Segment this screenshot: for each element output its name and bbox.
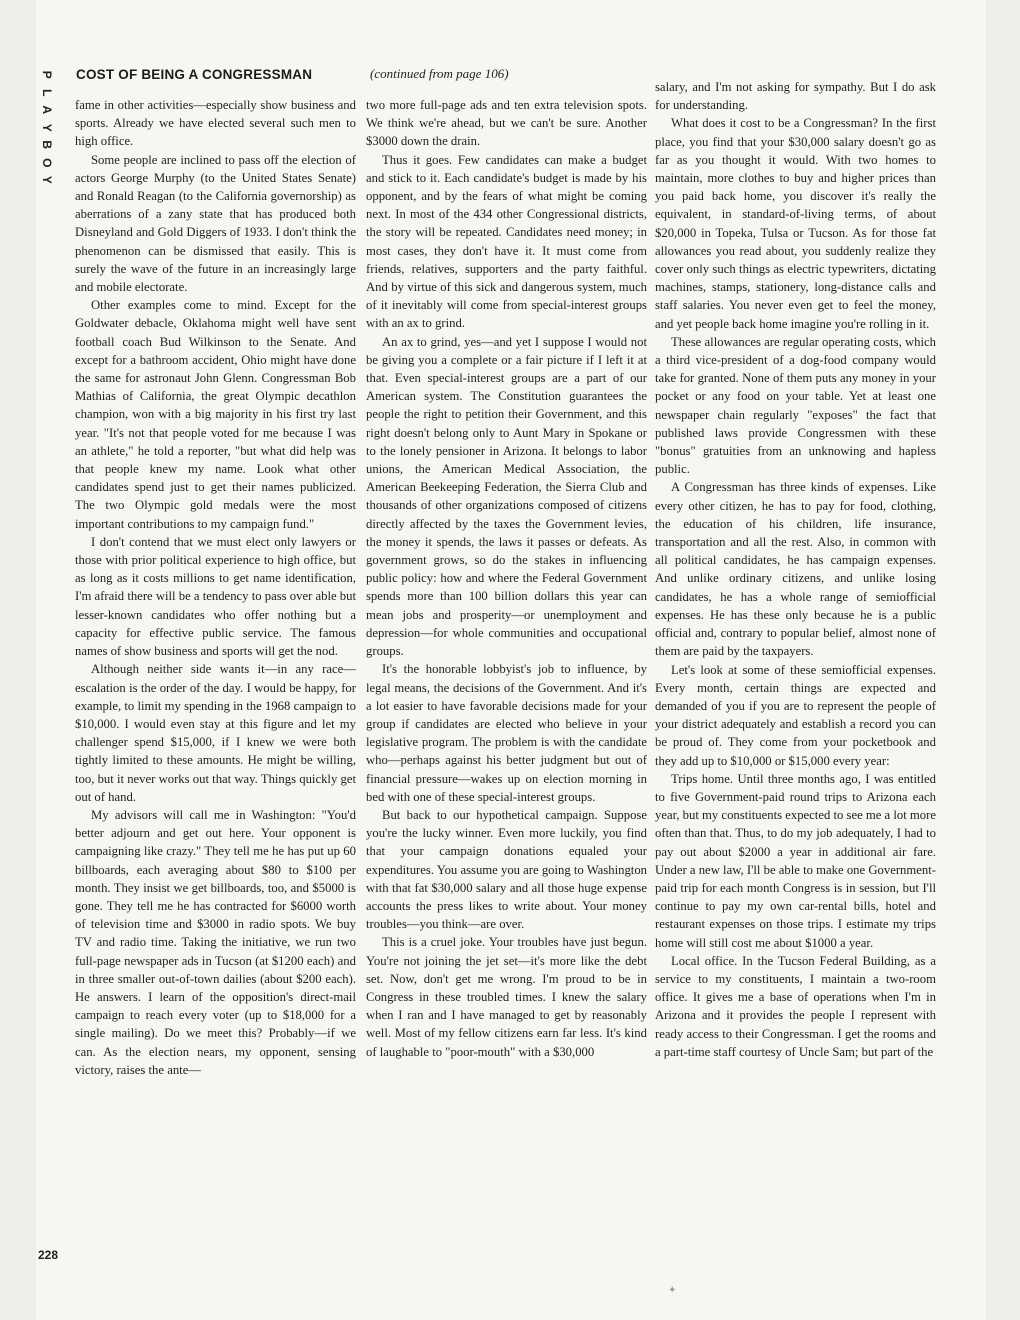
paragraph: These allowances are regular operating costs, which a third vice-president of a dog-food company would take for granted. None of them puts any money in your pocket or any food on your table. Yet at least one newspaper chain regularly "exposes" the fact that published laws provide Congressmen with these "bonus" gratuities from an unknowing and hapless public.: [655, 334, 936, 477]
paragraph: Thus it goes. Few candidates can make a budget and stick to it. Each candidate's budget is made by his opponent, and by the fears of what might be coming next. In most of the 434 other Congressional districts, the story will be repeated. Candidates need money; in most cases, they don't have it. It must come from friends, relatives, supporters and the party faithful. And by virtue of this sick and dangerous system, much of it inevitably will come from special-interest groups with an ax to grind.: [366, 152, 647, 331]
paragraph: This is a cruel joke. Your troubles have just begun. You're not joining the jet set—it's more like the debt set. Now, don't get me wrong. I'm proud to be in Congress in these troubled times. I knew the salary when I ran and I have managed to get by reasonably well. Most of my fellow citizens earn far less. It's kind of laughable to "poor-mouth" with a $30,000: [366, 935, 647, 1059]
sidebar-letter: L: [39, 88, 54, 96]
paragraph: fame in other activities—especially show business and sports. Already we have elected several such men to high office.: [75, 98, 356, 149]
text-column-1: [75, 96, 356, 1079]
article-title: COST OF BEING A CONGRESSMAN: [76, 67, 313, 82]
paragraph: Trips home. Until three months ago, I was entitled to five Government-paid round trips to Arizona each year, but my constituents expected to see me a lot more often than that. Thus, to do my job adequately, I had to pay out about $2000 a year in additional air fare. Under a new law, I'll be able to make one Government-paid trip for each month Congress is in session, but I'll continue to pay my own car-rental bills, hotel and restaurant expenses on those trips. I estimate my trips home will still cost me about $1000 a year.: [655, 771, 936, 950]
text-column-2: [366, 96, 647, 1061]
paragraph: Some people are inclined to pass off the election of actors George Murphy (to the United States Senate) and Ronald Reagan (to the California governorship) as aberrations of a zany state that has produced both Disneyland and Gold Diggers of 1933. I don't think the phenomenon can be dismissed that easily. This is surely the wave of the future in an increasingly large and mobile electorate.: [75, 152, 356, 295]
article-header: [76, 66, 636, 84]
paragraph: A Congressman has three kinds of expenses. Like every other citizen, he has to pay for food, clothing, the education of his children, life insurance, transportation and all the rest. Also, in common with all political candidates, he has campaign expenses. And unlike ordinary citizens, and unlike losing candidates, he has a whole range of semiofficial expenses. He has these only because he is a public official and, contrary to popular belief, almost none of them are paid by the taxpayers.: [655, 480, 936, 659]
paragraph: My advisors will call me in Washington: "You'd better adjourn and get out here. Your opponent is campaigning like crazy." They tell me he has put up 60 billboards, each averaging about $80 to $100 per month. They insist we get billboards, too, and $5000 is gone. They tell me he has contracted for $6000 worth of television time and $3000 in radio spots. We buy TV and radio time. Taking the initiative, we run two full-page newspaper ads in Tucson (at $1200 each) and in three smaller out-of-town dailies (about $200 each). He answers. I learn of the opposition's direct-mail campaign to reach every voter (up to $18,000 for a single mailing). Do we meet this? Probably—if we can. As the election nears, my opponent, sensing victory, raises the ante—: [75, 807, 356, 1077]
continued-note: (continued from page 106): [370, 66, 509, 81]
paragraph: two more full-page ads and ten extra television spots. We think we're ahead, but we can't be sure. Another $3000 down the drain.: [366, 98, 647, 149]
sidebar-letter: P: [39, 70, 54, 79]
sidebar-letter: A: [39, 105, 54, 115]
paragraph: Although neither side wants it—in any race—escalation is the order of the day. I would be happy, for example, to limit my spending in the 1968 campaign to $10,000. I would even stay at this figure and let my challenger spend $15,000, if I knew we were both tightly limited to these amounts. He might be willing, too, but it never works out that way. Things quickly get out of hand.: [75, 662, 356, 804]
paragraph: I don't contend that we must elect only lawyers or those with prior political experience to high office, but as long as it costs millions to get name identification, I'm afraid there will be a tendency to pass over able but lesser-known candidates who offer nothing but a capacity for effective public service. The famous names of show business and sports will get the nod.: [75, 534, 356, 659]
sidebar-letter: Y: [39, 175, 54, 184]
sidebar-letter: B: [39, 140, 54, 150]
page-number: 228: [38, 1248, 59, 1262]
text-column-3: [655, 78, 936, 1061]
paragraph: It's the honorable lobbyist's job to influence, by legal means, the decisions of the Government. And it's a lot easier to have favorable decisions made for your group if candidates are elected who believe in your legislative program. The problem is with the candidate who—perhaps against his better judgment but out of financial pressure—wakes up on election morning in bed with one of these special-interest groups.: [366, 662, 647, 804]
paragraph: But back to our hypothetical campaign. Suppose you're the lucky winner. Even more luckily, you find that your campaign donations equaled your expenditures. You assume you are going to Washington with that fat $30,000 salary and all those huge expense accounts the press likes to write about. Your money troubles—you think—are over.: [366, 807, 648, 932]
paragraph: salary, and I'm not asking for sympathy. But I do ask for understanding.: [655, 80, 936, 113]
paragraph: What does it cost to be a Congressman? In the first place, you find that your $30,000 salary doesn't go as far as you thought it would. With two homes to maintain, more clothes to buy and higher prices than you paid back home, you discover it's really the equivalent, in standard-of-living terms, of about $20,000 in Topeka, Tulsa or Tucson. As for those fat allowances you read about, you suddenly realize they cover only such things as electric typewriters, dictating machines, stamps, stationery, long-distance calls and staff salaries. You never even get to feel the money, and yet people back home imagine you're rolling in it.: [655, 116, 936, 331]
paragraph: Local office. In the Tucson Federal Building, as a service to my constituents, I maintain a two-room office. It gives me a base of operations when I'm in Arizona and it provides the people I represent with ready access to their Congressman. I get the rooms and a part-time staff courtesy of Uncle Sam; but part of the: [655, 953, 936, 1059]
sidebar-letter: O: [39, 157, 54, 167]
sidebar-letter: Y: [39, 123, 54, 132]
magazine-name-vertical: [37, 66, 53, 189]
paragraph: An ax to grind, yes—and yet I suppose I would not be giving you a complete or a fair picture if I left it at that. Even special-interest groups are a part of our American system. The Constitution guarantees the people the right to petition their Government, and this right doesn't belong only to Aunt Mary in Spokane or to the lonely pensioner in Arizona. It belongs to labor unions, the American Medical Association, the American Beekeeping Federation, the Sierra Club and thousands of other organizations composed of citizens directly affected by the taxes the Government levies, the money it spends, the laws it passes or defeats. As government grows, so do the stakes in influencing public policy: how and where the Federal Government spends more than 100 billion dollars this year can mean jobs and prosperity—or unemployment and depression—for whole communities and occupational groups.: [366, 334, 647, 659]
paragraph: Let's look at some of these semiofficial expenses. Every month, certain things are expected and demanded of you if you are to represent the people of your district adequately and establish a record you can be proud of. They come from your pocketbook and they add up to $10,000 or $15,000 every year:: [655, 662, 936, 768]
printer-mark: ✦: [668, 1285, 677, 1296]
paragraph: Other examples come to mind. Except for the Goldwater debacle, Oklahoma might well have sent football coach Bud Wilkinson to the Senate. And except for a bathroom accident, Ohio might have done the same for astronaut John Glenn. Congressman Bob Mathias of California, the great Olympic decathlon champion, won with a big majority in his first try last year. "It's not that people voted for me because I was an athlete," he told a reporter, "but what did help was that people knew my name. Look what other candidates spend just to get their names publicized. The two Olympic gold medals were the most important contributions to my campaign fund.": [75, 298, 356, 531]
